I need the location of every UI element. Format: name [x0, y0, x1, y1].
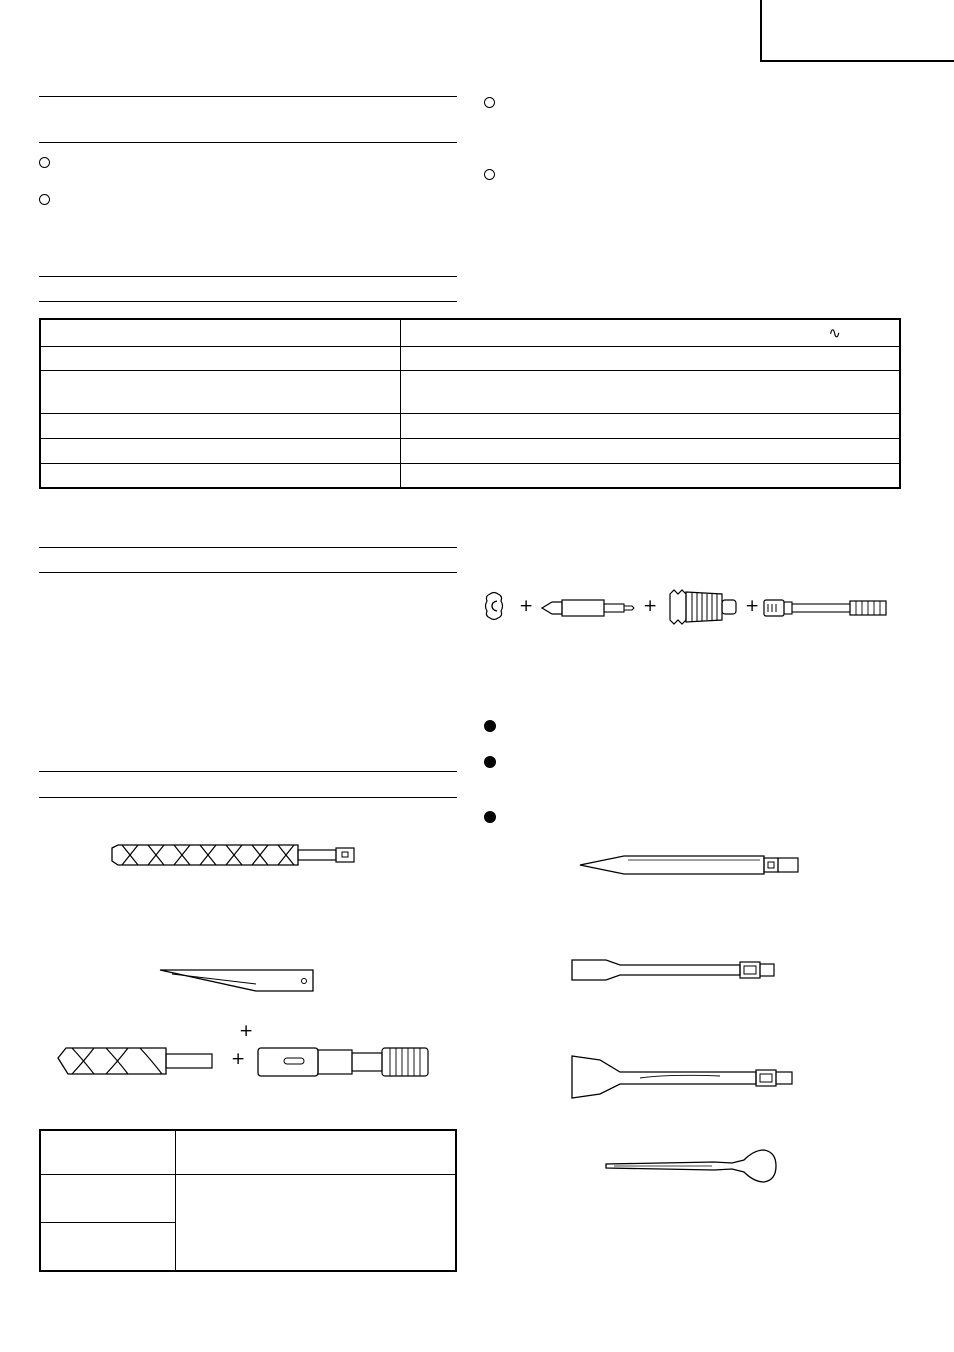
section-rule	[39, 547, 457, 548]
taper-shank-adapter-illustration	[256, 1044, 434, 1080]
table-cell	[176, 1130, 457, 1174]
table-cell	[401, 413, 901, 438]
section-rule	[39, 572, 457, 573]
section-rule	[39, 96, 457, 97]
table-cell	[40, 1222, 176, 1271]
specifications-table	[39, 318, 901, 489]
table-row	[40, 1130, 456, 1174]
table-cell	[40, 370, 401, 413]
table-row	[40, 463, 900, 488]
open-bullet-icon	[484, 169, 495, 180]
table-cell	[40, 413, 401, 438]
open-bullet-icon	[39, 157, 50, 168]
table-row	[40, 438, 900, 463]
section-rule	[39, 142, 457, 143]
plus-sign: +	[239, 1021, 254, 1041]
table-row	[40, 370, 900, 413]
table-row	[40, 1174, 456, 1222]
table-cell	[40, 346, 401, 370]
table-cell	[40, 1130, 176, 1174]
table-row	[40, 413, 900, 438]
tapered-drill-bit-illustration	[54, 1044, 218, 1078]
open-bullet-icon	[39, 194, 50, 205]
filled-bullet-icon	[484, 811, 496, 823]
cold-chisel-illustration	[570, 957, 780, 983]
table-cell	[40, 463, 401, 488]
plus-sign: +	[231, 1049, 246, 1069]
filled-bullet-icon	[484, 720, 496, 732]
table-cell	[401, 438, 901, 463]
table-cell	[401, 370, 901, 413]
table-cell	[401, 346, 901, 370]
plus-sign: +	[745, 596, 760, 616]
cotter-wedge-illustration	[158, 968, 318, 994]
table-cell	[176, 1174, 457, 1271]
scaling-chisel-illustration	[570, 1054, 796, 1100]
section-rule	[39, 797, 457, 798]
table-row	[40, 319, 900, 346]
plus-sign: +	[643, 596, 658, 616]
blower-bulb-illustration	[604, 1146, 780, 1186]
core-bit-shank-illustration	[762, 596, 892, 620]
core-bit-illustration	[666, 588, 742, 626]
filled-bullet-icon	[484, 756, 496, 768]
table-row	[40, 346, 900, 370]
table-cell	[40, 438, 401, 463]
center-pin-bit-illustration	[540, 597, 636, 619]
section-rule	[39, 771, 457, 772]
corner-page-tab	[760, 0, 954, 62]
center-pin-illustration	[484, 590, 506, 622]
bull-point-illustration	[578, 852, 804, 878]
ac-current-icon: ∿	[828, 323, 841, 342]
drill-bit-illustration	[108, 842, 358, 868]
table-cell	[401, 463, 901, 488]
section-rule	[39, 301, 457, 302]
plus-sign: +	[519, 596, 534, 616]
bit-size-table	[39, 1129, 457, 1272]
table-cell	[401, 319, 901, 346]
open-bullet-icon	[484, 97, 495, 108]
table-cell	[40, 1174, 176, 1222]
table-cell	[40, 319, 401, 346]
section-rule	[39, 276, 457, 277]
